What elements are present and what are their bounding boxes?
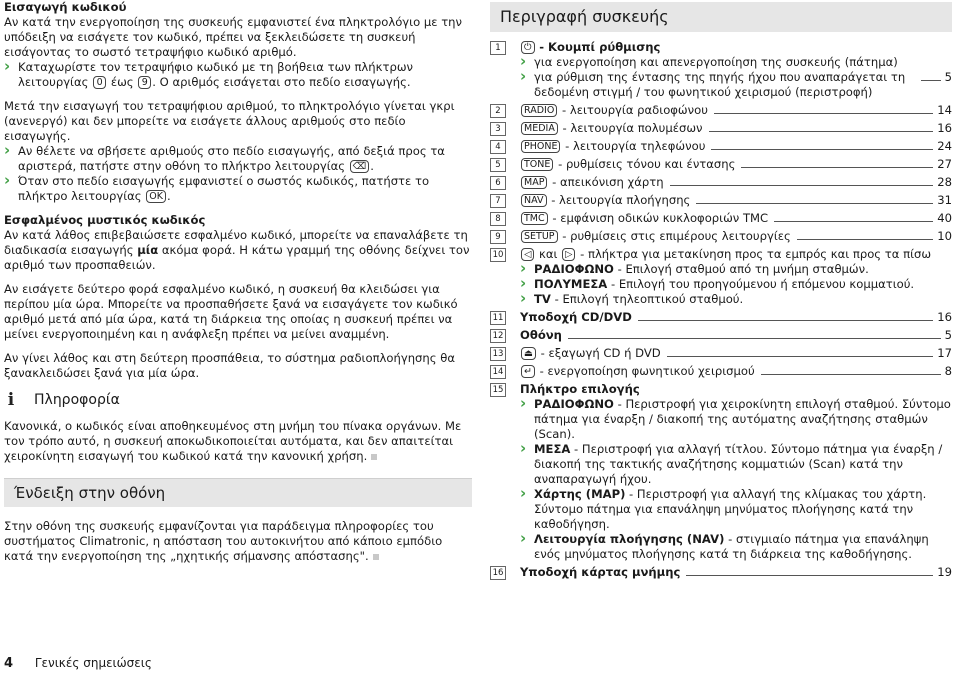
function-key: ◁ bbox=[521, 248, 534, 261]
item-line bbox=[520, 103, 952, 118]
footer-section: Γενικές σημειώσεις bbox=[34, 656, 152, 670]
item-line bbox=[520, 346, 952, 361]
item-body bbox=[520, 346, 952, 361]
function-key: ↵ bbox=[521, 365, 535, 378]
sub-item bbox=[520, 397, 952, 442]
info-box bbox=[4, 391, 472, 409]
bold-label: ΜΕΣΑ bbox=[534, 442, 571, 456]
item-line bbox=[520, 328, 952, 343]
item-text bbox=[520, 121, 703, 136]
bold-label: - Κουμπί ρύθμισης bbox=[539, 40, 661, 54]
leader-line bbox=[638, 320, 933, 321]
bold-label: ΠΟΛΥΜΕΣΑ bbox=[534, 277, 608, 291]
step-enter-code-mid: έως bbox=[110, 75, 134, 89]
paragraph-info bbox=[4, 419, 472, 464]
item-text bbox=[520, 103, 708, 118]
item-number-box: 5 bbox=[490, 158, 506, 172]
item-text bbox=[520, 310, 632, 325]
leader-line bbox=[670, 185, 934, 186]
page-ref: 27 bbox=[937, 157, 952, 171]
text: - ρυθμίσεις στις επιμέρους λειτουργίες bbox=[562, 229, 791, 243]
item-body bbox=[520, 310, 952, 325]
device-description-title: Περιγραφή συσκευής bbox=[490, 2, 952, 32]
list-item bbox=[490, 193, 952, 208]
text: - λειτουργία ραδιοφώνου bbox=[562, 103, 708, 117]
page-ref: 10 bbox=[937, 229, 952, 243]
item-line bbox=[520, 40, 952, 55]
key-9: 9 bbox=[138, 76, 151, 89]
list-item bbox=[490, 346, 952, 361]
list-item bbox=[490, 103, 952, 118]
item-body bbox=[520, 103, 952, 118]
item-body bbox=[520, 382, 952, 562]
leader-line bbox=[921, 80, 941, 81]
bold-label: TV bbox=[534, 292, 551, 306]
list-item bbox=[490, 247, 952, 307]
sub-item bbox=[520, 292, 952, 307]
step-enter-code-end: . Ο αριθμός εισάγεται στο πεδίο εισαγωγής. bbox=[152, 75, 411, 89]
item-body bbox=[520, 211, 952, 226]
info-title: Πληροφορία bbox=[34, 391, 120, 408]
bold-label: Υποδοχή CD/DVD bbox=[520, 310, 632, 324]
function-key: MEDIA bbox=[521, 122, 558, 135]
sub-item: › για ενεργοποίηση και απενεργοποίηση της συσκευής (πάτημα) bbox=[520, 55, 952, 70]
item-text bbox=[520, 229, 791, 244]
ok-key: OK bbox=[146, 190, 166, 203]
item-number-box: 2 bbox=[490, 104, 506, 118]
item-text bbox=[520, 346, 661, 361]
list-item bbox=[490, 565, 952, 580]
item-number-box: 6 bbox=[490, 176, 506, 190]
leader-line bbox=[667, 356, 934, 357]
item-line bbox=[520, 157, 952, 172]
list-item bbox=[490, 139, 952, 154]
wrong-code-bold: μία bbox=[137, 243, 159, 257]
item-number-box: 12 bbox=[490, 329, 506, 343]
step-confirm-ok: › Όταν στο πεδίο εισαγωγής εμφανιστεί ο σωστός κωδικός, πατήστε το πλήκτρο λειτουργίας OK . bbox=[4, 174, 472, 204]
item-text bbox=[520, 40, 660, 55]
right-column bbox=[490, 0, 952, 583]
text: - λειτουργία τηλεφώνου bbox=[565, 139, 706, 153]
page-ref: 16 bbox=[937, 310, 952, 324]
sub-item bbox=[520, 532, 952, 562]
item-line bbox=[520, 229, 952, 244]
text: - Περιστροφή για αλλαγή τίτλου. Σύντομο πάτημα για έναρξη / διακοπή της τακτικής αναζήτησης κομματιών (Scan) κατά την αναπαραγωγή ήχου. bbox=[534, 442, 943, 486]
list-item bbox=[490, 211, 952, 226]
left-column bbox=[4, 0, 472, 564]
text: - ενεργοποίηση φωνητικού χειρισμού bbox=[539, 364, 755, 378]
item-text bbox=[520, 247, 952, 262]
item-number-box: 11 bbox=[490, 311, 506, 325]
list-item bbox=[490, 229, 952, 244]
paragraph-after-entry: Μετά την εισαγωγή του τετραψήφιου αριθμού, το πληκτρολόγιο γίνεται γκρι (ανενεργό) και δεν μπορείτε να εισάγετε άλλους αριθμούς στο πεδίο εισαγωγής. bbox=[4, 99, 455, 143]
item-text bbox=[520, 565, 680, 580]
page-ref: 8 bbox=[944, 364, 952, 378]
footer-page-number: 4 bbox=[4, 656, 14, 671]
item-body bbox=[520, 565, 952, 580]
text: - λειτουργία πλοήγησης bbox=[551, 193, 691, 207]
sub-item bbox=[520, 262, 952, 277]
item-text bbox=[520, 139, 705, 154]
paragraph-second-wrong: Αν εισάγετε δεύτερο φορά εσφαλμένο κωδικό, η συσκευή θα κλειδώσει για περίπου μία ώρα. Μπορείτε να προσπαθήσετε ξανά να εισαγάγετε τον κωδικό αριθμό μετά από μία ώρα, κατά τη διάρκεια της οποίας η συσκευή πρέπει να μείνει ενεργοποιημένη και η ανάφλεξη πρέπει να μείνει αναμμένη. bbox=[4, 282, 458, 341]
leader-line bbox=[709, 131, 934, 132]
item-text bbox=[520, 364, 755, 379]
leader-line bbox=[711, 149, 933, 150]
text: - Περιστροφή για αλλαγή της κλίμακας του χάρτη. Σύντομο πάτημα για επανάληψη μηνύματος πλοήγησης κατά την καθοδήγηση. bbox=[534, 487, 927, 531]
paragraph-display bbox=[4, 519, 472, 564]
page-ref: 16 bbox=[937, 121, 952, 135]
item-line bbox=[520, 121, 952, 136]
page-ref: 28 bbox=[937, 175, 952, 189]
wrong-code-b: ακόμα φορά. Η κάτω γραμμή της οθόνης δείχνει τον αριθμό των προσπαθειών. bbox=[4, 243, 470, 272]
text: - πλήκτρα για μετακίνηση προς τα εμπρός και προς τα πίσω bbox=[576, 247, 932, 261]
function-key: MAP bbox=[521, 176, 547, 189]
function-key: ▷ bbox=[562, 248, 575, 261]
item-text bbox=[520, 211, 768, 226]
page-ref: 14 bbox=[937, 103, 952, 117]
list-item bbox=[490, 310, 952, 325]
item-body bbox=[520, 229, 952, 244]
item-line bbox=[534, 70, 952, 100]
list-item bbox=[490, 157, 952, 172]
step-enter-code bbox=[4, 60, 472, 90]
text: - Επιλογή σταθμού από τη μνήμη σταθμών. bbox=[613, 262, 869, 276]
item-number-box: 16 bbox=[490, 566, 506, 580]
display-text: Στην οθόνη της συσκευής εμφανίζονται για παράδειγμα πληροφορίες του συστήματος Climatronic, η απόσταση του αυτοκινήτου από κάποιο εμπόδιο κατά την ενεργοποίηση της „ηχητικής σήμανσης απόστασης". bbox=[4, 519, 443, 563]
footer bbox=[4, 656, 152, 671]
item-body bbox=[520, 175, 952, 190]
list-item bbox=[490, 364, 952, 379]
bold-label: Οθόνη bbox=[520, 328, 562, 342]
item-body bbox=[520, 328, 952, 343]
wrong-code-a: Αν κατά λάθος επιβεβαιώσετε εσφαλμένο κωδικό, μπορείτε να επαναλάβετε τη διαδικασία εισαγωγής bbox=[4, 228, 468, 257]
text: - απεικόνιση χάρτη bbox=[552, 175, 664, 189]
item-number-box: 4 bbox=[490, 140, 506, 154]
item-body bbox=[520, 247, 952, 307]
function-key: ⏻ bbox=[521, 41, 535, 54]
item-number-box: 7 bbox=[490, 194, 506, 208]
item-line bbox=[520, 211, 952, 226]
item-line bbox=[520, 565, 952, 580]
key-0: 0 bbox=[93, 76, 106, 89]
heading-wrong-code: Εσφαλμένος μυστικός κωδικός bbox=[4, 213, 206, 227]
leader-line bbox=[761, 374, 941, 375]
page-ref: 5 bbox=[944, 70, 952, 84]
text: - Επιλογή του προηγούμενου ή επόμενου κομματιού. bbox=[607, 277, 915, 291]
paragraph-wrong-code bbox=[4, 228, 472, 273]
step-delete-text: Αν θέλετε να σβήσετε αριθμούς στο πεδίο εισαγωγής, από δεξιά προς τα αριστερά, πατήστε στην οθόνη το πλήκτρο λειτουργίας bbox=[18, 144, 445, 173]
item-body bbox=[520, 40, 952, 100]
page-ref: 40 bbox=[937, 211, 952, 225]
bold-label: Χάρτης (MAP) bbox=[534, 487, 626, 501]
paragraph-third-wrong: Αν γίνει λάθος και στη δεύτερη προσπάθεια, το σύστημα ραδιοπλοήγησης θα ξανακλειδώσει ξανά για μία ώρα. bbox=[4, 351, 455, 380]
item-number-box: 3 bbox=[490, 122, 506, 136]
sub-item bbox=[520, 487, 952, 532]
leader-line bbox=[774, 221, 933, 222]
text: - εξαγωγή CD ή DVD bbox=[540, 346, 661, 360]
page-ref: 17 bbox=[937, 346, 952, 360]
leader-line bbox=[797, 239, 933, 240]
bold-label: ΡΑΔΙΟΦΩΝΟ bbox=[534, 397, 614, 411]
item-line bbox=[520, 139, 952, 154]
leader-line bbox=[696, 203, 933, 204]
item-text bbox=[520, 175, 664, 190]
item-number-box: 1 bbox=[490, 41, 506, 55]
paragraph-intro: Αν κατά την ενεργοποίηση της συσκευής εμφανιστεί ένα πληκτρολόγιο με την υπόδειξη να εισάγετε τον κωδικό, πρέπει να ξεκλειδώσετε τη συσκευή εισάγοντας το σωστό τετραψήφιο κωδικό αριθμό. bbox=[4, 15, 462, 59]
list-item bbox=[490, 328, 952, 343]
leader-line bbox=[714, 113, 933, 114]
function-key: RADIO bbox=[521, 104, 557, 117]
info-text: Κανονικά, ο κωδικός είναι αποθηκευμένος στη μνήμη του πίνακα οργάνων. Με τον τρόπο αυτό, η συσκευή αποκωδικοποιείται αυτόματα, και δεν απαιτείται χειροκίνητη εισαγωγή του κωδικού κατά την κανονική χρήση. bbox=[4, 419, 462, 463]
item-line bbox=[520, 310, 952, 325]
list-item bbox=[490, 40, 952, 100]
function-key: SETUP bbox=[521, 230, 558, 243]
page-ref: 24 bbox=[937, 139, 952, 153]
info-icon: i bbox=[7, 390, 15, 410]
bold-label: Υποδοχή κάρτας μνήμης bbox=[520, 565, 681, 579]
item-number-box: 8 bbox=[490, 212, 506, 226]
function-key: PHONE bbox=[521, 140, 560, 153]
bold-label: Λειτουργία πλοήγησης (NAV) bbox=[534, 532, 725, 546]
text: - Επιλογή τηλεοπτικού σταθμού. bbox=[550, 292, 744, 306]
sub-item bbox=[520, 442, 952, 487]
section-bar-display: Ένδειξη στην οθόνη bbox=[4, 478, 472, 507]
item-body bbox=[520, 139, 952, 154]
text: - στιγμιαίο πάτημα για επανάληψη ενός μηνύματος πλοήγησης κατά τη διάρκεια της καθοδήγησης. bbox=[534, 532, 929, 561]
text: - ρυθμίσεις τόνου και έντασης bbox=[558, 157, 736, 171]
list-item bbox=[490, 175, 952, 190]
list-item bbox=[490, 121, 952, 136]
item-line bbox=[520, 193, 952, 208]
step-delete-digits: › Αν θέλετε να σβήσετε αριθμούς στο πεδίο εισαγωγής, από δεξιά προς τα αριστερά, πατήστε στην οθόνη το πλήκτρο λειτουργίας ⌫ . bbox=[4, 144, 472, 174]
page-ref: 5 bbox=[944, 328, 952, 342]
item-line bbox=[520, 175, 952, 190]
item-text bbox=[520, 157, 735, 172]
function-key: TONE bbox=[521, 158, 553, 171]
backspace-key-icon: ⌫ bbox=[350, 160, 369, 173]
heading-code-entry: Εισαγωγή κωδικού bbox=[4, 0, 127, 14]
bold-label: Πλήκτρο επιλογής bbox=[520, 382, 640, 396]
end-square-icon bbox=[373, 554, 379, 560]
item-body bbox=[520, 364, 952, 379]
sub-item bbox=[520, 277, 952, 292]
page-ref: 31 bbox=[937, 193, 952, 207]
leader-line bbox=[686, 575, 933, 576]
function-key: TMC bbox=[521, 212, 548, 225]
step-enter-code-text: Καταχωρίστε τον τετραψήφιο κωδικό με τη βοήθεια των πλήκτρων λειτουργίας bbox=[18, 60, 414, 89]
list-item bbox=[490, 382, 952, 562]
item-text bbox=[520, 193, 690, 208]
leader-line bbox=[741, 167, 933, 168]
step-confirm-text: Όταν στο πεδίο εισαγωγής εμφανιστεί ο σωστός κωδικός, πατήστε το πλήκτρο λειτουργίας bbox=[18, 174, 430, 203]
item-text bbox=[520, 328, 562, 343]
text: - Περιστροφή για χειροκίνητη επιλογή σταθμού. Σύντομο πάτημα για έναρξη / διακοπή της αυτόματης αναζήτησης σταθμών (Scan). bbox=[534, 397, 951, 441]
sub-item bbox=[520, 70, 952, 100]
item-body bbox=[520, 157, 952, 172]
function-key: NAV bbox=[521, 194, 547, 207]
text: και bbox=[535, 247, 562, 261]
item-number-box: 15 bbox=[490, 383, 506, 397]
item-number-box: 14 bbox=[490, 365, 506, 379]
leader-line bbox=[568, 338, 941, 339]
bold-label: ΡΑΔΙΟΦΩΝΟ bbox=[534, 262, 614, 276]
item-line bbox=[520, 364, 952, 379]
item-body bbox=[520, 193, 952, 208]
text: - λειτουργία πολυμέσων bbox=[562, 121, 703, 135]
item-number-box: 9 bbox=[490, 230, 506, 244]
item-number-box: 13 bbox=[490, 347, 506, 361]
page-ref: 19 bbox=[937, 565, 952, 579]
item-number-box: 10 bbox=[490, 248, 506, 262]
item-text: › για ρύθμιση της έντασης της πηγής ήχου που αναπαράγεται τη δεδομένη στιγμή / του φωνητικού χειρισμού (περιστροφή) bbox=[534, 70, 906, 99]
function-key: ⏏ bbox=[521, 347, 536, 360]
end-square-icon bbox=[371, 454, 377, 460]
item-body bbox=[520, 121, 952, 136]
text: - εμφάνιση οδικών κυκλοφοριών TMC bbox=[552, 211, 769, 225]
